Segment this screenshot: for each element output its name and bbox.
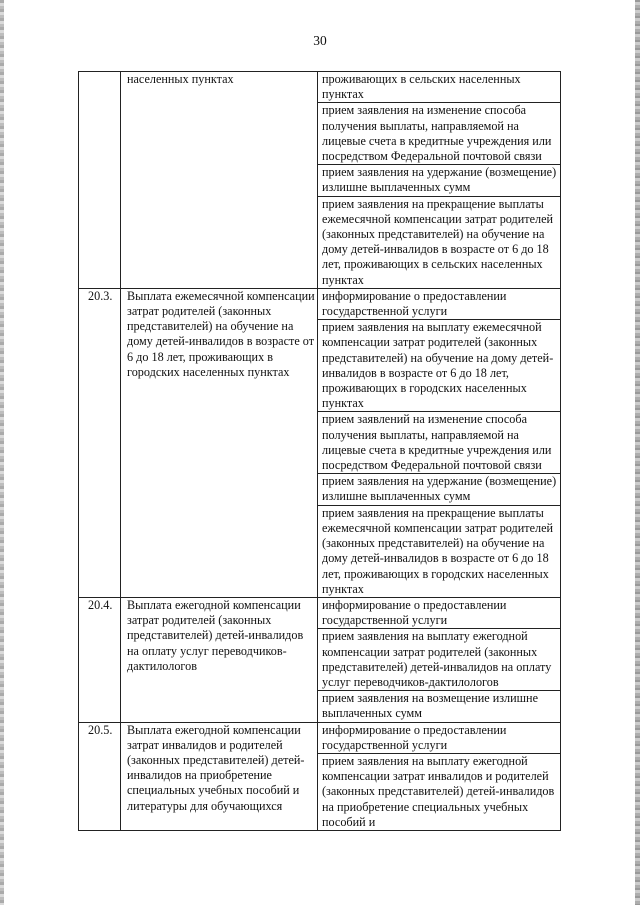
procedure-step: прием заявления на возмещение излишне выплаченных сумм bbox=[318, 691, 561, 722]
procedure-step: проживающих в сельских населенных пунктах bbox=[318, 72, 561, 103]
service-name: Выплата ежегодной компенсации затрат инвалидов и родителей (законных представителей) детей-инвалидов на приобретение специальных учебных пособий и литературы для обучающихся bbox=[121, 722, 318, 830]
section-number bbox=[79, 72, 121, 289]
scan-edge-right bbox=[635, 0, 640, 905]
table-row bbox=[79, 72, 561, 103]
procedure-step: прием заявления на изменение способа получения выплаты, направляемой на лицевые счета в кредитные учреждения или посредством Федеральной почтовой связи bbox=[318, 103, 561, 165]
table-row bbox=[79, 722, 561, 753]
procedure-step: прием заявления на прекращение выплаты ежемесячной компенсации затрат родителей (законных представителей) на обучение на дому детей-инвалидов в возрасте от 6 до 18 лет, проживающих в городских населенных пунктах bbox=[318, 505, 561, 597]
procedure-step: прием заявления на выплату ежегодной компенсации затрат родителей (законных представителей) детей-инвалидов на оплату услуг переводчиков-дактилологов bbox=[318, 629, 561, 691]
section-number: 20.4. bbox=[79, 597, 121, 722]
service-name: Выплата ежемесячной компенсации затрат родителей (законных представителей) на обучение на дому детей-инвалидов в возрасте от 6 до 18 лет, проживающих в городских населенных пунктах bbox=[121, 288, 318, 597]
procedure-step: информирование о предоставлении государственной услуги bbox=[318, 722, 561, 753]
table-row bbox=[79, 288, 561, 319]
scan-edge-left bbox=[0, 0, 4, 905]
table-row bbox=[79, 597, 561, 628]
procedure-step: прием заявления на удержание (возмещение) излишне выплаченных сумм bbox=[318, 474, 561, 505]
procedure-step: информирование о предоставлении государственной услуги bbox=[318, 597, 561, 628]
section-number: 20.5. bbox=[79, 722, 121, 830]
services-table bbox=[78, 71, 561, 831]
procedure-step: прием заявления на выплату ежемесячной компенсации затрат родителей (законных представителей) на обучение на дому детей-инвалидов в возрасте от 6 до 18 лет, проживающих в городских населенных пунктах bbox=[318, 320, 561, 412]
service-name: Выплата ежегодной компенсации затрат родителей (законных представителей) детей-инвалидов на оплату услуг переводчиков-дактилологов bbox=[121, 597, 318, 722]
procedure-step: информирование о предоставлении государственной услуги bbox=[318, 288, 561, 319]
page-number: 30 bbox=[313, 33, 327, 48]
procedure-step: прием заявления на прекращение выплаты ежемесячной компенсации затрат родителей (законных представителей) на обучение на дому детей-инвалидов в возрасте от 6 до 18 лет, проживающих в сельских населенных пунктах bbox=[318, 196, 561, 288]
procedure-step: прием заявлений на изменение способа получения выплаты, направляемой на лицевые счета в кредитные учреждения или посредством Федеральной почтовой связи bbox=[318, 412, 561, 474]
procedure-step: прием заявления на выплату ежегодной компенсации затрат инвалидов и родителей (законных представителей) детей-инвалидов на приобретение специальных учебных пособий и bbox=[318, 753, 561, 830]
procedure-step: прием заявления на удержание (возмещение) излишне выплаченных сумм bbox=[318, 165, 561, 196]
service-name: населенных пунктах bbox=[121, 72, 318, 289]
services-table-body bbox=[79, 72, 561, 831]
section-number: 20.3. bbox=[79, 288, 121, 597]
